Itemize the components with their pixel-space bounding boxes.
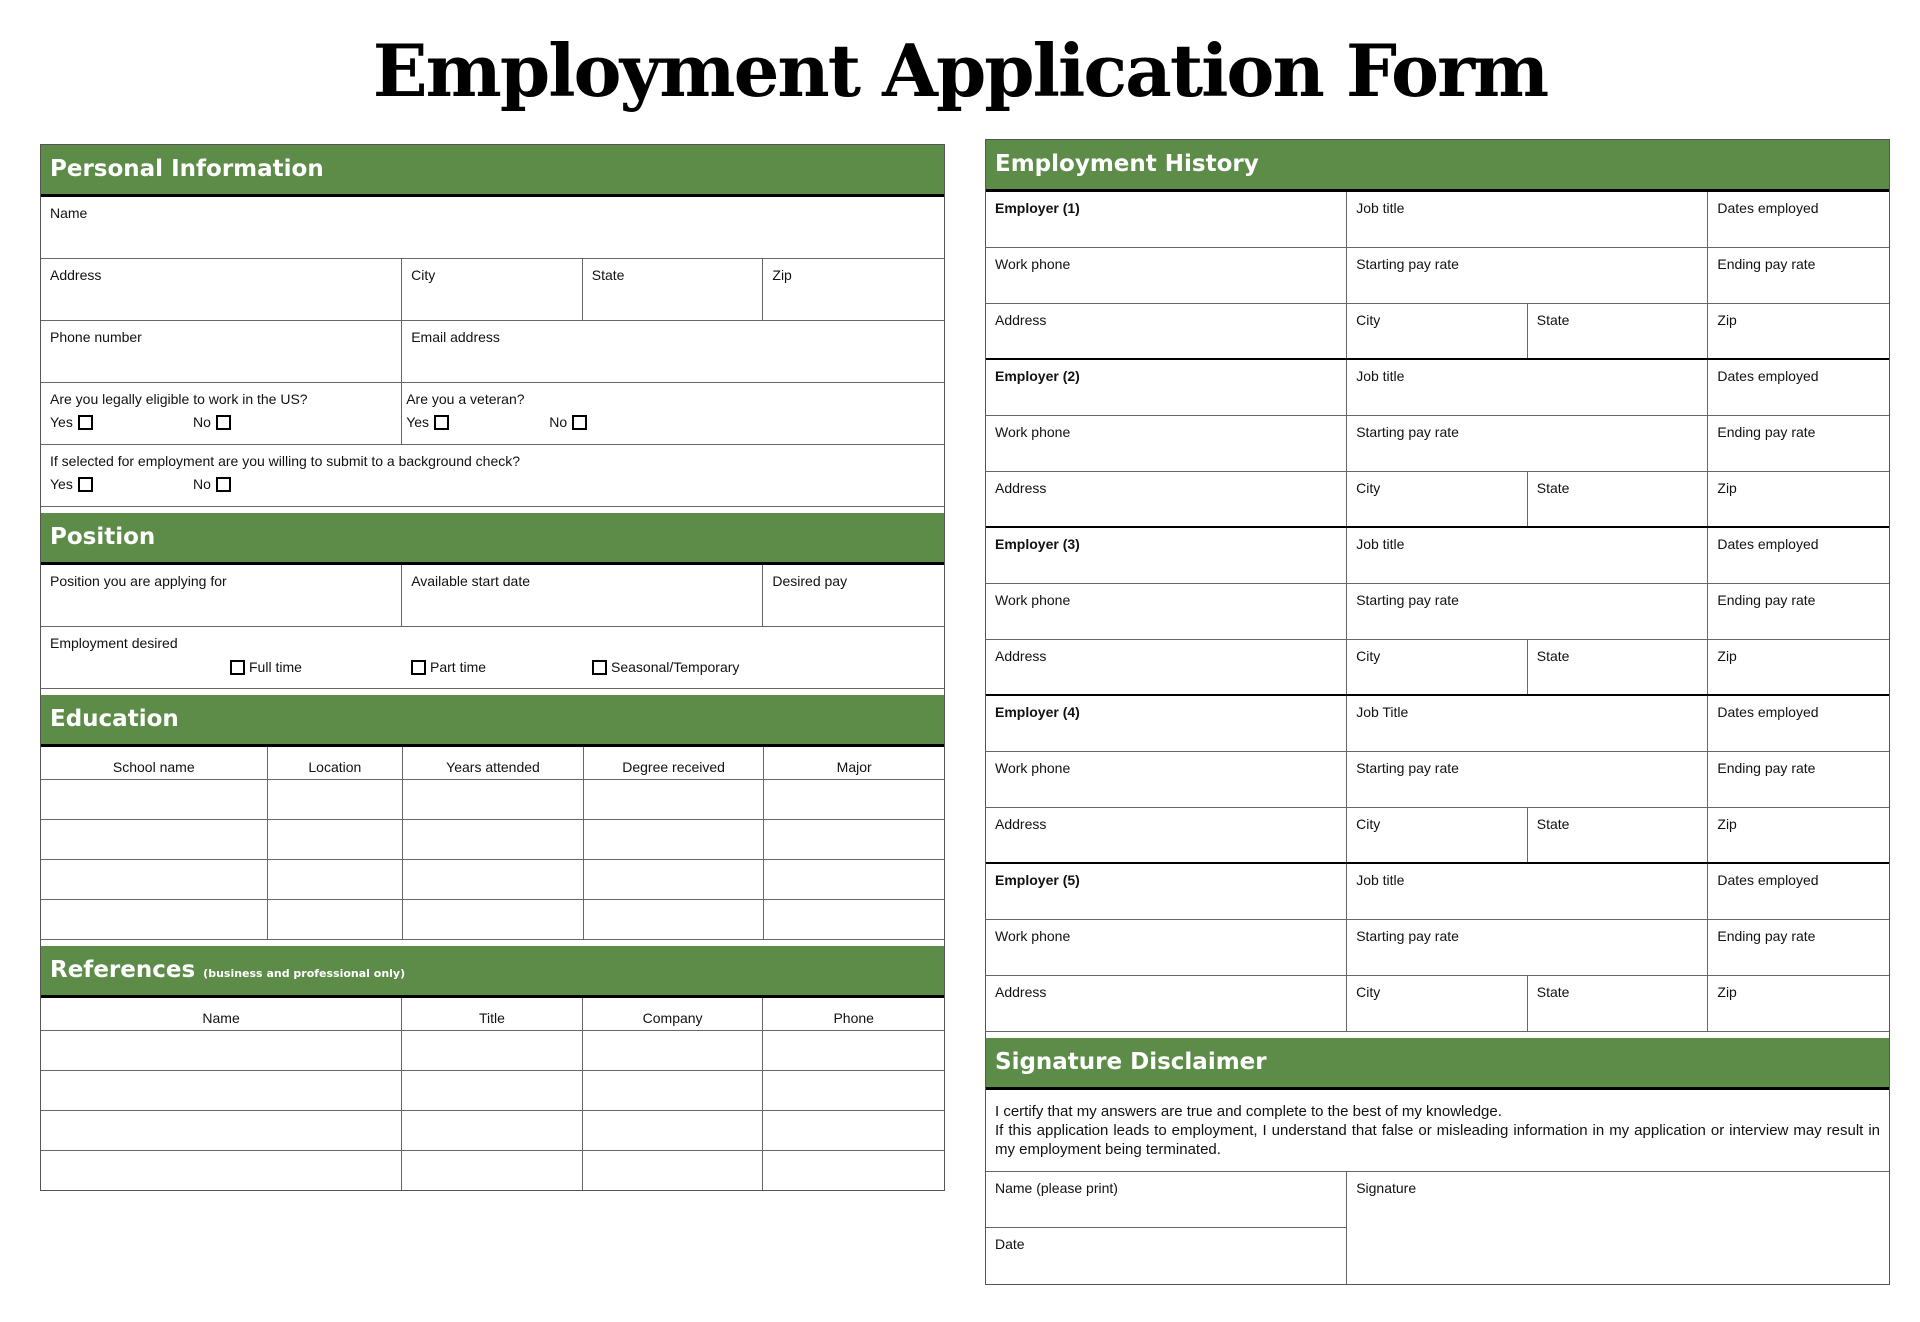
table-row[interactable] xyxy=(41,780,944,820)
employer-1-zip[interactable]: Zip xyxy=(1717,312,1737,328)
employer-5-address[interactable]: Address xyxy=(986,976,1347,1031)
table-row[interactable] xyxy=(41,900,944,940)
employer-5-work-phone[interactable]: Work phone xyxy=(986,920,1347,975)
zip-field[interactable]: Zip xyxy=(772,267,792,283)
employer-3-state[interactable]: State xyxy=(1528,640,1709,694)
references-header: References (business and professional only) xyxy=(41,946,944,998)
employer-3-job-title[interactable]: Job title xyxy=(1347,528,1708,583)
email-field[interactable]: Email address xyxy=(411,329,500,345)
employer-1-state[interactable]: State xyxy=(1528,304,1709,358)
city-field[interactable]: City xyxy=(402,259,583,320)
employer-5-field[interactable]: Employer (5) xyxy=(986,864,1347,919)
employer-3-ending-pay[interactable]: Ending pay rate xyxy=(1717,592,1816,608)
start-date-field[interactable]: Available start date xyxy=(402,565,763,626)
employer-4-state[interactable]: State xyxy=(1528,808,1709,862)
employer-5-zip[interactable]: Zip xyxy=(1717,984,1737,1000)
employer-1-work-phone[interactable]: Work phone xyxy=(986,248,1347,303)
personal-info-header: Personal Information xyxy=(41,145,944,197)
employer-4-ending-pay[interactable]: Ending pay rate xyxy=(1717,760,1816,776)
employer-2-dates[interactable]: Dates employed xyxy=(1717,368,1819,384)
table-row[interactable] xyxy=(41,1071,944,1111)
eligible-no-checkbox[interactable] xyxy=(216,415,231,430)
employer-2-field[interactable]: Employer (2) xyxy=(986,360,1347,415)
employer-4-field[interactable]: Employer (4) xyxy=(986,696,1347,751)
employer-1-starting-pay[interactable]: Starting pay rate xyxy=(1347,248,1708,303)
employer-4-starting-pay[interactable]: Starting pay rate xyxy=(1347,752,1708,807)
veteran-yes-checkbox[interactable] xyxy=(434,415,449,430)
employer-2-ending-pay[interactable]: Ending pay rate xyxy=(1717,424,1816,440)
employer-1-city[interactable]: City xyxy=(1347,304,1528,358)
employer-4-dates[interactable]: Dates employed xyxy=(1717,704,1819,720)
date-field[interactable]: Date xyxy=(995,1236,1025,1252)
background-yes-checkbox[interactable] xyxy=(78,477,93,492)
education-table-header: School name Location Years attended Degree received Major xyxy=(41,747,944,780)
background-check-question: If selected for employment are you willing to submit to a background check? Yes No xyxy=(50,453,521,492)
desired-pay-field[interactable]: Desired pay xyxy=(772,573,848,589)
background-no-checkbox[interactable] xyxy=(216,477,231,492)
position-field[interactable]: Position you are applying for xyxy=(41,565,402,626)
employer-5-state[interactable]: State xyxy=(1528,976,1709,1031)
employment-desired: Employment desired Full time Part time Seasonal/Temporary xyxy=(50,635,740,675)
employer-4-job-title[interactable]: Job Title xyxy=(1347,696,1708,751)
full-time-checkbox[interactable] xyxy=(230,660,245,675)
employer-5-ending-pay[interactable]: Ending pay rate xyxy=(1717,928,1816,944)
table-row[interactable] xyxy=(41,820,944,860)
veteran-question: Are you a veteran? Yes No xyxy=(402,383,944,444)
employer-4-city[interactable]: City xyxy=(1347,808,1528,862)
employer-2-city[interactable]: City xyxy=(1347,472,1528,526)
employer-2-starting-pay[interactable]: Starting pay rate xyxy=(1347,416,1708,471)
part-time-checkbox[interactable] xyxy=(411,660,426,675)
phone-field[interactable]: Phone number xyxy=(41,321,402,382)
employer-3-city[interactable]: City xyxy=(1347,640,1528,694)
eligible-yes-checkbox[interactable] xyxy=(78,415,93,430)
employer-2-state[interactable]: State xyxy=(1528,472,1709,526)
left-column xyxy=(40,144,945,1191)
employer-4-zip[interactable]: Zip xyxy=(1717,816,1737,832)
employer-3-address[interactable]: Address xyxy=(986,640,1347,694)
employer-1-job-title[interactable]: Job title xyxy=(1347,192,1708,247)
employer-1-address[interactable]: Address xyxy=(986,304,1347,358)
employer-2-job-title[interactable]: Job title xyxy=(1347,360,1708,415)
employer-5-city[interactable]: City xyxy=(1347,976,1528,1031)
employer-1-field[interactable]: Employer (1) xyxy=(986,192,1347,247)
right-column xyxy=(985,139,1890,1285)
employer-3-starting-pay[interactable]: Starting pay rate xyxy=(1347,584,1708,639)
employer-2-address[interactable]: Address xyxy=(986,472,1347,526)
employer-2-zip[interactable]: Zip xyxy=(1717,480,1737,496)
employer-4-work-phone[interactable]: Work phone xyxy=(986,752,1347,807)
education-header: Education xyxy=(41,695,944,747)
disclaimer-text: I certify that my answers are true and complete to the best of my knowledge. If this application leads to employment, I understand that false or misleading information in my application or interview may result in my employment being terminated. xyxy=(995,1103,1880,1158)
page-title: Employment Application Form xyxy=(372,28,1548,113)
name-print-field[interactable]: Name (please print) xyxy=(986,1172,1346,1228)
employer-1-dates[interactable]: Dates employed xyxy=(1717,200,1819,216)
employer-3-work-phone[interactable]: Work phone xyxy=(986,584,1347,639)
employer-1-ending-pay[interactable]: Ending pay rate xyxy=(1717,256,1816,272)
table-row[interactable] xyxy=(41,1111,944,1151)
employer-3-field[interactable]: Employer (3) xyxy=(986,528,1347,583)
seasonal-checkbox[interactable] xyxy=(592,660,607,675)
position-header: Position xyxy=(41,513,944,565)
employer-4-address[interactable]: Address xyxy=(986,808,1347,862)
state-field[interactable]: State xyxy=(583,259,764,320)
signature-field[interactable]: Signature xyxy=(1356,1180,1417,1196)
employer-2-work-phone[interactable]: Work phone xyxy=(986,416,1347,471)
table-row[interactable] xyxy=(41,1031,944,1071)
address-field[interactable]: Address xyxy=(41,259,402,320)
employer-5-dates[interactable]: Dates employed xyxy=(1717,872,1819,888)
eligibility-question: Are you legally eligible to work in the US? Yes No xyxy=(41,383,402,444)
signature-disclaimer-header: Signature Disclaimer xyxy=(986,1038,1889,1090)
references-table-header: Name Title Company Phone xyxy=(41,998,944,1031)
table-row[interactable] xyxy=(41,860,944,900)
name-field[interactable]: Name xyxy=(50,205,88,221)
veteran-no-checkbox[interactable] xyxy=(572,415,587,430)
employer-3-dates[interactable]: Dates employed xyxy=(1717,536,1819,552)
employer-3-zip[interactable]: Zip xyxy=(1717,648,1737,664)
employment-history-header: Employment History xyxy=(986,140,1889,192)
employer-5-starting-pay[interactable]: Starting pay rate xyxy=(1347,920,1708,975)
table-row[interactable] xyxy=(41,1151,944,1190)
employer-5-job-title[interactable]: Job title xyxy=(1347,864,1708,919)
